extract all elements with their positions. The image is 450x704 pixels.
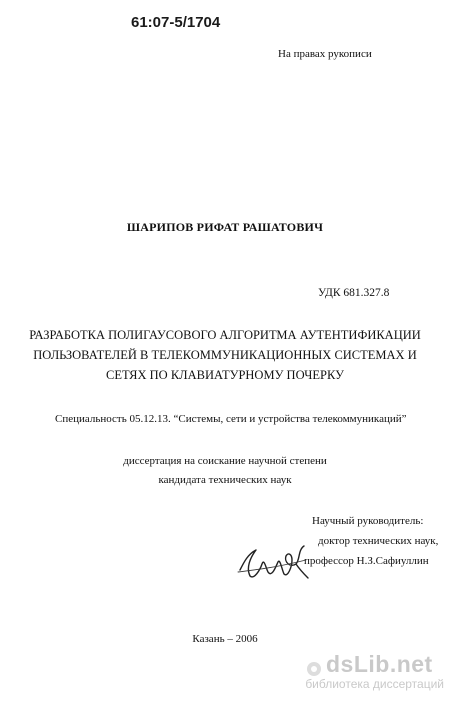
rights-note: На правах рукописи (278, 48, 372, 60)
handwritten-signature (234, 540, 312, 584)
udk-code: УДК 681.327.8 (318, 287, 390, 299)
degree-statement (0, 452, 450, 490)
specialty: Специальность 05.12.13. “Системы, сети и устройства телекоммуникаций” (55, 413, 407, 425)
degree-line: диссертация на соискание научной степени (123, 455, 327, 467)
title-line: РАЗРАБОТКА ПОЛИГАУСОВОГО АЛГОРИТМА АУТЕНТИФИКАЦИИ (29, 328, 421, 342)
title-line: ПОЛЬЗОВАТЕЛЕЙ В ТЕЛЕКОММУНИКАЦИОННЫХ СИСТЕМАХ И (33, 348, 417, 362)
supervisor-label: Научный руководитель: (312, 515, 424, 527)
watermark (305, 651, 450, 704)
supervisor-degree: доктор технических наук, (318, 535, 439, 547)
supervisor-block (304, 511, 439, 571)
watermark-subtitle: библиотека диссертаций (305, 677, 444, 691)
thesis-title (0, 325, 450, 385)
city-year: Казань – 2006 (192, 633, 258, 645)
archive-number: 61:07-5/1704 (131, 14, 221, 31)
watermark-logo-icon (306, 661, 322, 677)
watermark-logo: dsLib.net (326, 651, 433, 677)
title-line: СЕТЯХ ПО КЛАВИАТУРНОМУ ПОЧЕРКУ (106, 368, 344, 382)
supervisor-name: профессор Н.З.Сафиуллин (304, 555, 429, 567)
degree-line: кандидата технических наук (158, 474, 292, 486)
author-name: ШАРИПОВ РИФАТ РАШАТОВИЧ (126, 220, 324, 234)
